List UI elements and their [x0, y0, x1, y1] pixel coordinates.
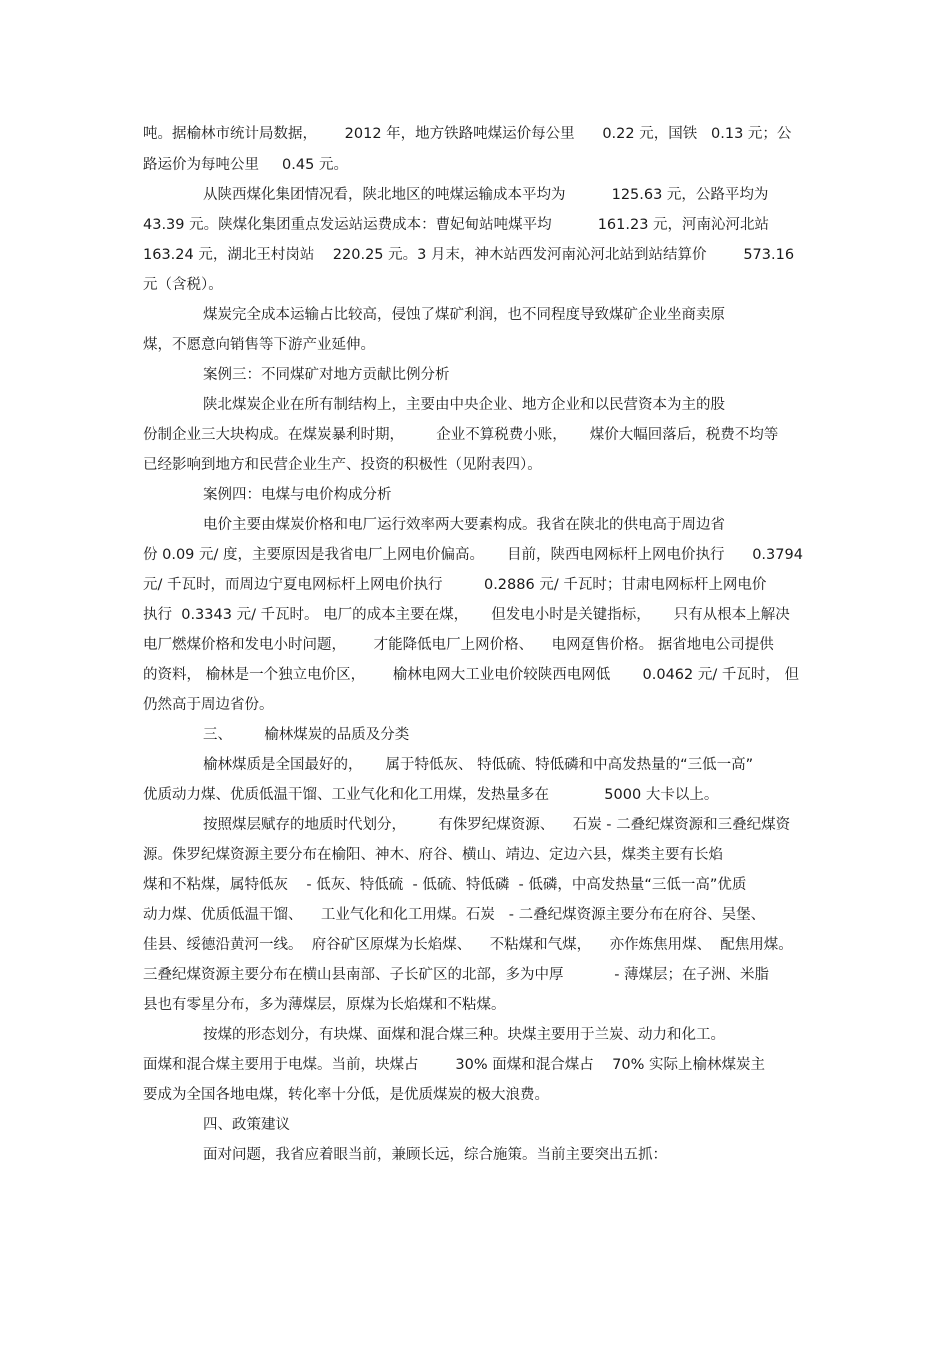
text-line: 份制企业三大块构成。在煤炭暴利时期， 企业不算税费小账， 煤价大幅回落后，税费不均等	[143, 427, 779, 443]
text-line: 三叠纪煤资源主要分布在横山县南部、子长矿区的北部，多为中厚 - 薄煤层；在子洲、米脂	[143, 967, 770, 983]
section-heading: 案例四：电煤与电价构成分析	[203, 487, 392, 503]
section-heading: 案例三：不同煤矿对地方贡献比例分析	[203, 367, 450, 383]
text-line: 元/ 千瓦时，而周边宁夏电网标杆上网电价执行 0.2886 元/ 千瓦时；甘肃电网标杆上网电价	[143, 577, 767, 593]
text-line: 榆林煤质是全国最好的， 属于特低灰、 特低硫、特低磷和中高发热量的“三低一高”	[203, 757, 754, 773]
text-line: 按煤的形态划分，有块煤、面煤和混合煤三种。块煤主要用于兰炭、动力和化工。	[203, 1027, 725, 1043]
text-line: 煤炭完全成本运输占比较高，侵蚀了煤矿利润，也不同程度导致煤矿企业坐商卖原	[203, 307, 725, 323]
text-line: 的资料， 榆林是一个独立电价区， 榆林电网大工业电价较陕西电网低 0.0462 元/ 千瓦时， 但	[143, 667, 799, 683]
text-line: 从陕西煤化集团情况看，陕北地区的吨煤运输成本平均为 125.63 元，公路平均为	[203, 187, 769, 203]
text-line: 要成为全国各地电煤，转化率十分低，是优质煤炭的极大浪费。	[143, 1087, 549, 1103]
text-line: 43.39 元。陕煤化集团重点发运站运费成本：曹妃甸站吨煤平均 161.23 元，河南沁河北站	[143, 217, 770, 233]
text-line: 动力煤、优质低温干馏、 工业气化和化工用煤。石炭 - 二叠纪煤资源主要分布在府谷、吴堡、	[143, 907, 766, 923]
text-line: 电价主要由煤炭价格和电厂运行效率两大要素构成。我省在陕北的供电高于周边省	[203, 517, 725, 533]
text-line: 按照煤层赋存的地质时代划分， 有侏罗纪煤资源、 石炭 - 二叠纪煤资源和三叠纪煤资	[203, 817, 791, 833]
text-line: 163.24 元，湖北王村岗站 220.25 元。3 月末，神木站西发河南沁河北站到站结算价 573.16	[143, 247, 795, 263]
text-line: 元（含税）。	[143, 277, 223, 293]
section-heading: 三、 榆林煤炭的品质及分类	[203, 727, 410, 743]
text-line: 电厂燃煤价格和发电小时问题， 才能降低电厂上网价格、 电网趸售价格。 据省地电公司提供	[143, 637, 774, 653]
text-line: 份 0.09 元/ 度，主要原因是我省电厂上网电价偏高。 目前，陕西电网标杆上网电价执行 0.3794	[143, 547, 803, 563]
text-line: 路运价为每吨公里 0.45 元。	[143, 157, 348, 173]
text-line: 面对问题，我省应着眼当前，兼顾长远，综合施策。当前主要突出五抓：	[203, 1147, 667, 1163]
text-line: 陕北煤炭企业在所有制结构上，主要由中央企业、地方企业和以民营资本为主的股	[203, 397, 725, 413]
text-line: 执行 0.3343 元/ 千瓦时。 电厂的成本主要在煤， 但发电小时是关键指标， 只有从根本上解决	[143, 607, 790, 623]
text-line: 源。侏罗纪煤资源主要分布在榆阳、神木、府谷、横山、靖边、定边六县，煤类主要有长焰	[143, 847, 723, 863]
text-line: 吨。据榆林市统计局数据， 2012 年，地方铁路吨煤运价每公里 0.22 元，国铁 0.13 元；公	[143, 126, 792, 142]
text-line: 县也有零星分布，多为薄煤层，原煤为长焰煤和不粘煤。	[143, 997, 506, 1013]
section-heading: 四、政策建议	[203, 1117, 290, 1133]
text-line: 煤，不愿意向销售等下游产业延伸。	[143, 337, 375, 353]
text-line: 面煤和混合煤主要用于电煤。当前，块煤占 30% 面煤和混合煤占 70% 实际上榆林煤炭主	[143, 1057, 765, 1073]
text-line: 优质动力煤、优质低温干馏、工业气化和化工用煤，发热量多在 5000 大卡以上。	[143, 787, 719, 803]
text-line: 煤和不粘煤，属特低灰 - 低灰、特低硫 - 低硫、特低磷 - 低磷，中高发热量“三低一高”优质	[143, 877, 747, 893]
text-line: 仍然高于周边省份。	[143, 697, 274, 713]
text-line: 佳县、绥德沿黄河一线。 府谷矿区原煤为长焰煤、 不粘煤和气煤， 亦作炼焦用煤、 配焦用煤。	[143, 937, 793, 953]
text-line: 已经影响到地方和民营企业生产、投资的积极性（见附表四）。	[143, 457, 542, 473]
